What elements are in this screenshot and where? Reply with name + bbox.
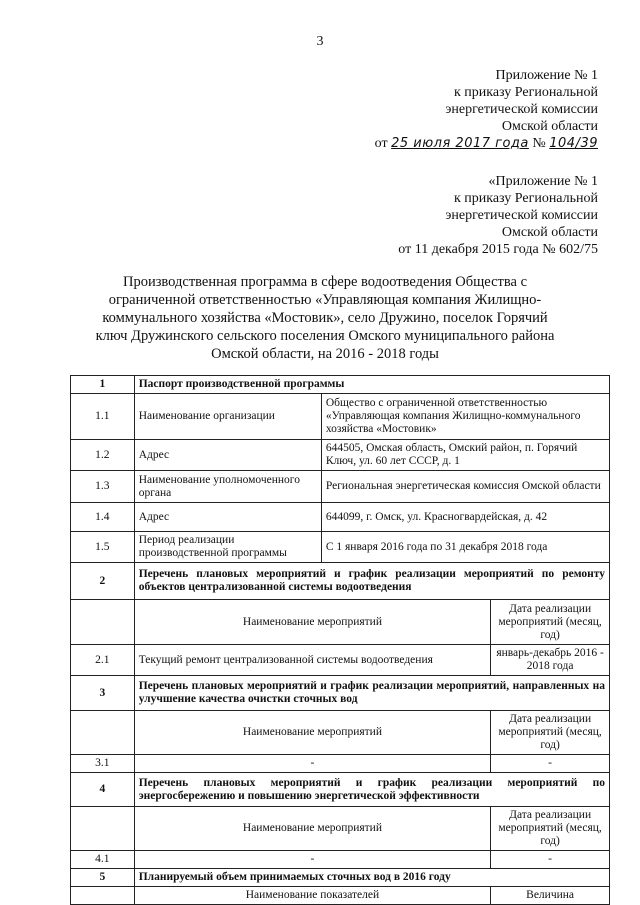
section-number: 3 (71, 676, 135, 711)
column-header-name: Наименование мероприятий (134, 711, 491, 755)
column-header-row (71, 711, 610, 755)
row-value: Текущий ремонт централизованной системы водоотведения (134, 645, 491, 676)
row-value: 644099, г. Омск, ул. Красногвардейская, д. 42 (321, 503, 609, 532)
appendix-header-old (398, 173, 598, 258)
section-number: 5 (71, 869, 135, 887)
table-row (71, 471, 610, 503)
row-value: - (134, 851, 491, 869)
row-label: Адрес (134, 503, 321, 532)
column-header-name: Наименование мероприятий (134, 600, 491, 645)
column-header-date: Дата реализации мероприятий (месяц, год) (491, 807, 610, 851)
row-date: январь-декабрь 2016 - 2018 года (491, 645, 610, 676)
section-number: 1 (71, 376, 135, 394)
row-number: 1.1 (71, 394, 135, 440)
column-header-row (71, 807, 610, 851)
table-row (71, 851, 610, 869)
row-number: 1.2 (71, 440, 135, 471)
table-row (71, 394, 610, 440)
appendix-line: к приказу Региональной (453, 191, 598, 206)
table-row (71, 440, 610, 471)
row-number: 1.5 (71, 532, 135, 563)
appendix-header-new (375, 67, 598, 152)
row-label: Адрес (134, 440, 321, 471)
row-value: 644505, Омская область, Омский район, п. Горячий Ключ, ул. 60 лет СССР, д. 1 (321, 440, 609, 471)
section-header (71, 676, 610, 711)
column-header-value: Величина (491, 887, 610, 905)
section-title: Перечень плановых мероприятий и график реализации мероприятий по ремонту объектов централизованной системы водоотведения (134, 563, 609, 600)
program-table (70, 375, 610, 905)
handwritten-number: 104/39 (549, 136, 598, 151)
section-header (71, 376, 610, 394)
appendix-line: к приказу Региональной (453, 85, 598, 100)
table-row (71, 532, 610, 563)
row-value: Общество с ограниченной ответственностью «Управляющая компания Жилищно-коммунального хозяйства «Мостовик» (321, 394, 609, 440)
appendix-line: Омской области (501, 225, 598, 240)
column-header-name: Наименование показателей (134, 887, 491, 905)
row-date: - (491, 755, 610, 773)
section-title: Планируемый объем принимаемых сточных вод в 2016 году (134, 869, 609, 887)
row-number: 1.3 (71, 471, 135, 503)
section-header (71, 563, 610, 600)
column-header-row (71, 600, 610, 645)
section-header (71, 869, 610, 887)
handwritten-date: 25 июля 2017 года (391, 136, 529, 151)
row-number: 3.1 (71, 755, 135, 773)
column-header-date: Дата реализации мероприятий (месяц, год) (491, 600, 610, 645)
row-value: - (134, 755, 491, 773)
column-header-date: Дата реализации мероприятий (месяц, год) (491, 711, 610, 755)
row-number: 4.1 (71, 851, 135, 869)
section-title: Паспорт производственной программы (134, 376, 609, 394)
appendix-line: Приложение № 1 (495, 68, 598, 83)
date-prefix: от (374, 136, 388, 151)
section-header (71, 773, 610, 807)
number-prefix: № (532, 136, 546, 151)
row-value: Региональная энергетическая комиссия Омской области (321, 471, 609, 503)
row-date: - (491, 851, 610, 869)
page-number: 3 (316, 34, 324, 49)
column-header-name: Наименование мероприятий (134, 807, 491, 851)
table-row (71, 645, 610, 676)
document-title: Производственная программа в сфере водоотведения Общества с ограниченной ответственностью «Управляющая компания Жилищно-коммунального хозяйства «Мостовик», село Дружино, поселок Горячий ключ Дружинского сельского поселения Омского муниципального района Омской области, на 2016 - 2018 годы (95, 274, 555, 362)
table-row (71, 755, 610, 773)
row-number: 2.1 (71, 645, 135, 676)
appendix-line: «Приложение № 1 (488, 174, 598, 189)
section-number: 2 (71, 563, 135, 600)
appendix-line: от 11 декабря 2015 года № 602/75 (398, 242, 598, 257)
row-label: Период реализации производственной программы (134, 532, 321, 563)
row-number: 1.4 (71, 503, 135, 532)
row-value: С 1 января 2016 года по 31 декабря 2018 года (321, 532, 609, 563)
appendix-line: энергетической комиссии (445, 102, 598, 117)
appendix-date-line (375, 135, 598, 152)
appendix-line: энергетической комиссии (445, 208, 598, 223)
appendix-line: Омской области (501, 119, 598, 134)
row-label: Наименование уполномоченного органа (134, 471, 321, 503)
row-label: Наименование организации (134, 394, 321, 440)
section-title: Перечень плановых мероприятий и график реализации мероприятий, направленных на улучшение качества очистки сточных вод (134, 676, 609, 711)
section-title: Перечень плановых мероприятий и график реализации мероприятий по энергосбережению и повышению энергетической эффективности (134, 773, 609, 807)
table-row (71, 503, 610, 532)
section-number: 4 (71, 773, 135, 807)
column-header-row (71, 887, 610, 905)
